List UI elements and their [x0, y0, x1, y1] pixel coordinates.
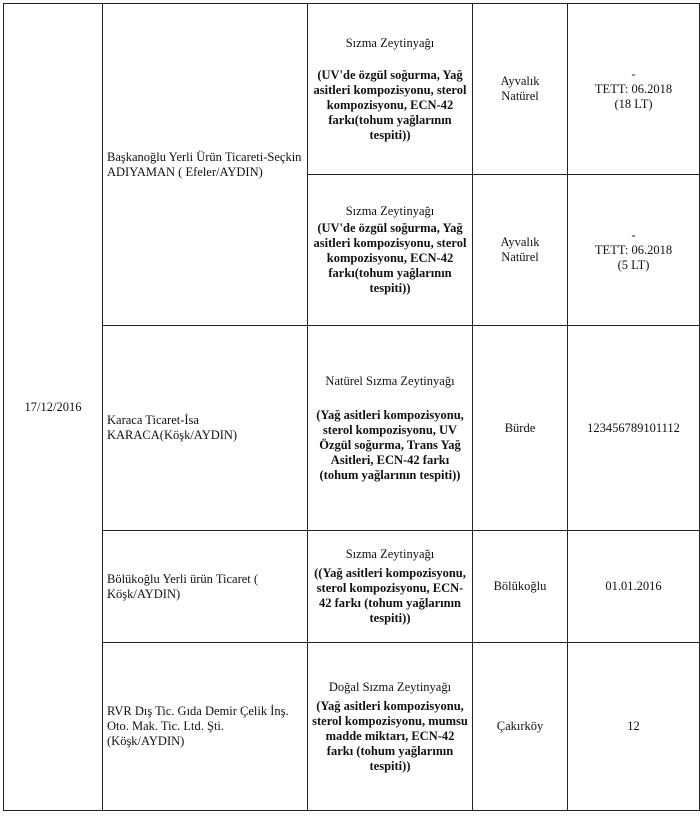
lot-volume: (18 LT)	[614, 96, 653, 111]
product-name: Doğal Sızma Zeytinyağı	[328, 679, 452, 694]
product-cell	[308, 4, 473, 175]
seller-name: RVR Dış Tic. Gıda Demir Çelik İnş. Oto. Mak. Tic. Ltd. Şti. (Köşk/AYDIN)	[107, 704, 289, 748]
lot-cell	[568, 175, 700, 326]
table-row	[4, 531, 700, 643]
product-cell	[308, 175, 473, 326]
table-row	[4, 326, 700, 531]
seller-cell	[103, 4, 308, 326]
brand-cell: Ayvalık Natürel	[473, 4, 568, 175]
product-name: Sızma Zeytinyağı	[345, 204, 435, 218]
product-cell	[308, 326, 473, 531]
product-cell	[308, 643, 473, 811]
brand-cell: Ayvalık Natürel	[473, 175, 568, 326]
table-row	[4, 4, 700, 175]
analysis-text: (UV'de özgül soğurma, Yağ asitleri kompozisyonu, sterol kompozisyonu, ECN-42 farkı(tohum yağlarının tespiti))	[313, 67, 467, 142]
seller-cell	[103, 326, 308, 531]
brand-cell: Bürde	[473, 326, 568, 531]
brand-cell: Bölükoğlu	[473, 531, 568, 643]
analysis-text: (Yağ asitleri kompozisyonu, sterol kompozisyonu, mumsu madde miktarı, ECN-42 farkı (tohum yağlarının tespiti))	[312, 698, 468, 773]
seller-name: Başkanoğlu Yerli Ürün Ticareti-Seçkin ADIYAMAN ( Efeler/AYDIN)	[107, 149, 302, 179]
analysis-text: (Yağ asitleri kompozisyonu, sterol kompozisyonu, UV Özgül soğurma, Trans Yağ Asitleri, ECN-42 farkı (tohum yağlarının tespiti))	[316, 407, 464, 482]
product-name: Sızma Zeytinyağı	[345, 35, 435, 50]
analysis-text: ((Yağ asitleri kompozisyonu, sterol kompozisyonu, ECN-42 farkı (tohum yağlarının tespiti))	[314, 566, 466, 625]
seller-cell	[103, 531, 308, 643]
inspection-date: 17/12/2016	[24, 399, 82, 414]
lot-expiry: TETT: 06.2018	[594, 242, 673, 257]
lot-cell: 123456789101112	[568, 326, 700, 531]
lot-cell	[568, 4, 700, 175]
lot-dash: -	[631, 227, 636, 242]
lot-cell: 01.01.2016	[568, 531, 700, 643]
seller-cell	[103, 643, 308, 811]
lot-expiry: TETT: 06.2018	[594, 81, 673, 96]
analysis-text: (UV'de özgül soğurma, Yağ asitleri kompozisyonu, sterol kompozisyonu, ECN-42 farkı(tohum yağlarının tespiti))	[313, 221, 467, 295]
lot-cell: 12	[568, 643, 700, 811]
table-row	[4, 643, 700, 811]
product-name: Sızma Zeytinyağı	[345, 547, 435, 561]
lot-volume: (5 LT)	[617, 257, 650, 272]
product-name: Natürel Sızma Zeytinyağı	[325, 373, 455, 388]
brand-cell: Çakırköy	[473, 643, 568, 811]
inspection-table	[3, 3, 700, 811]
seller-name: Karaca Ticaret-İsa KARACA(Köşk/AYDIN)	[107, 413, 238, 442]
lot-dash: -	[631, 66, 636, 81]
product-cell	[308, 531, 473, 643]
seller-name: Bölükoğlu Yerli ürün Ticaret ( Köşk/AYDIN)	[107, 571, 259, 601]
date-cell	[4, 4, 103, 811]
